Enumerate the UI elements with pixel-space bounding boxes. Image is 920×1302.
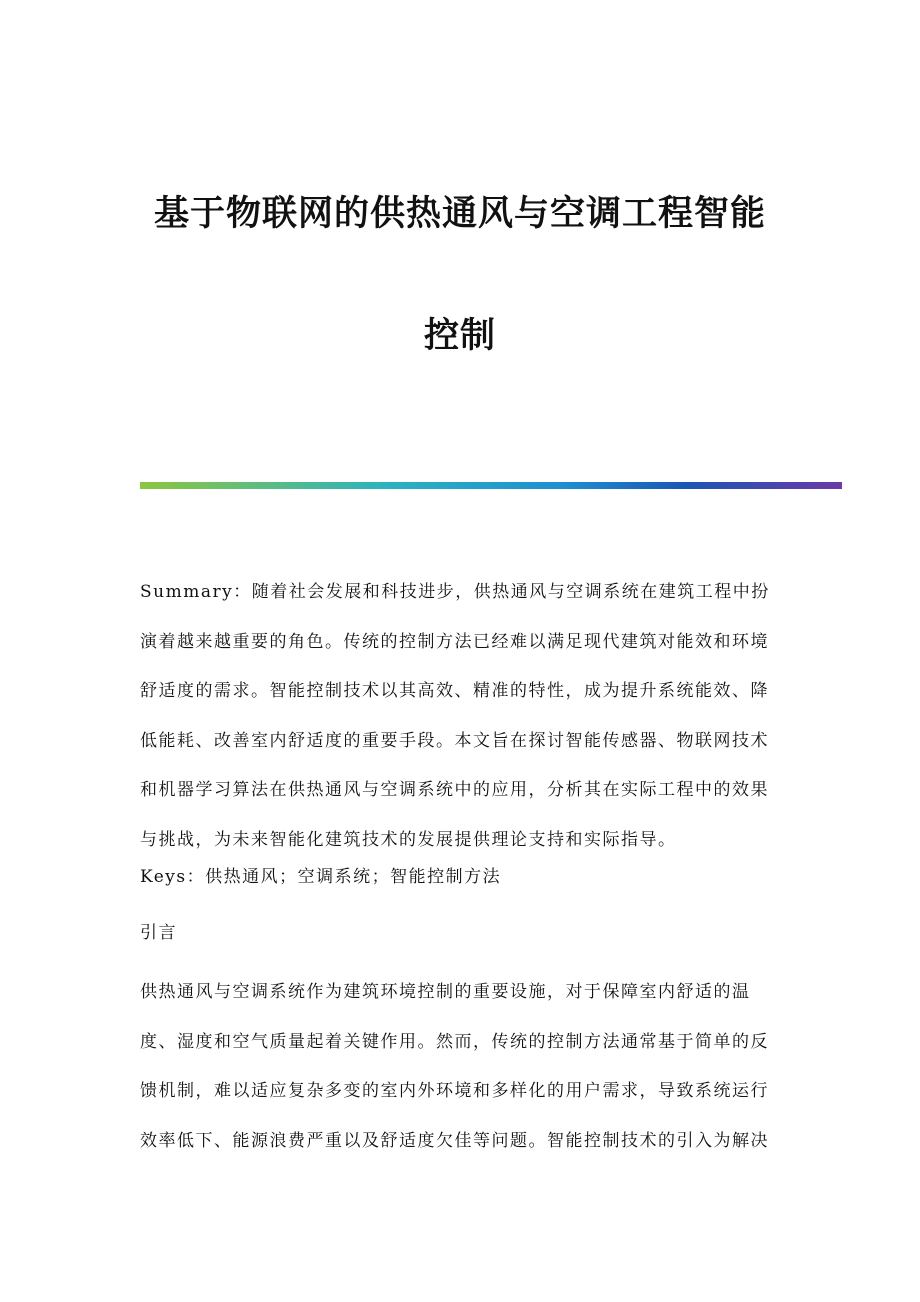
- document-title-line-2: 控制: [423, 316, 496, 356]
- summary-paragraph: Summary：随着社会发展和科技进步，供热通风与空调系统在建筑工程中扮演着越来越重要的角色。传统的控制方法已经难以满足现代建筑对能效和环境舒适度的需求。智能控制技术以其高效、精准的特性，成为提升系统能效、降低能耗、改善室内舒适度的重要手段。本文旨在探讨智能传感器、物联网技术和机器学习算法在供热通风与空调系统中的应用，分析其在实际工程中的效果与挑战，为未来智能化建筑技术的发展提供理论支持和实际指导。: [140, 582, 770, 850]
- keywords-line: Keys：供热通风；空调系统；智能控制方法: [140, 867, 502, 887]
- introduction-paragraph: 供热通风与空调系统作为建筑环境控制的重要设施，对于保障室内舒适的温度、湿度和空气质量起着关键作用。然而，传统的控制方法通常基于简单的反馈机制，难以适应复杂多变的室内外环境和多样化的用户需求，导致系统运行效率低下、能源浪费严重以及舒适度欠佳等问题。智能控制技术的引入为解决: [140, 982, 769, 1151]
- gradient-divider: [140, 482, 842, 489]
- section-heading-introduction: 引言: [140, 923, 177, 943]
- document-title-line-1: 基于物联网的供热通风与空调工程智能: [153, 194, 766, 234]
